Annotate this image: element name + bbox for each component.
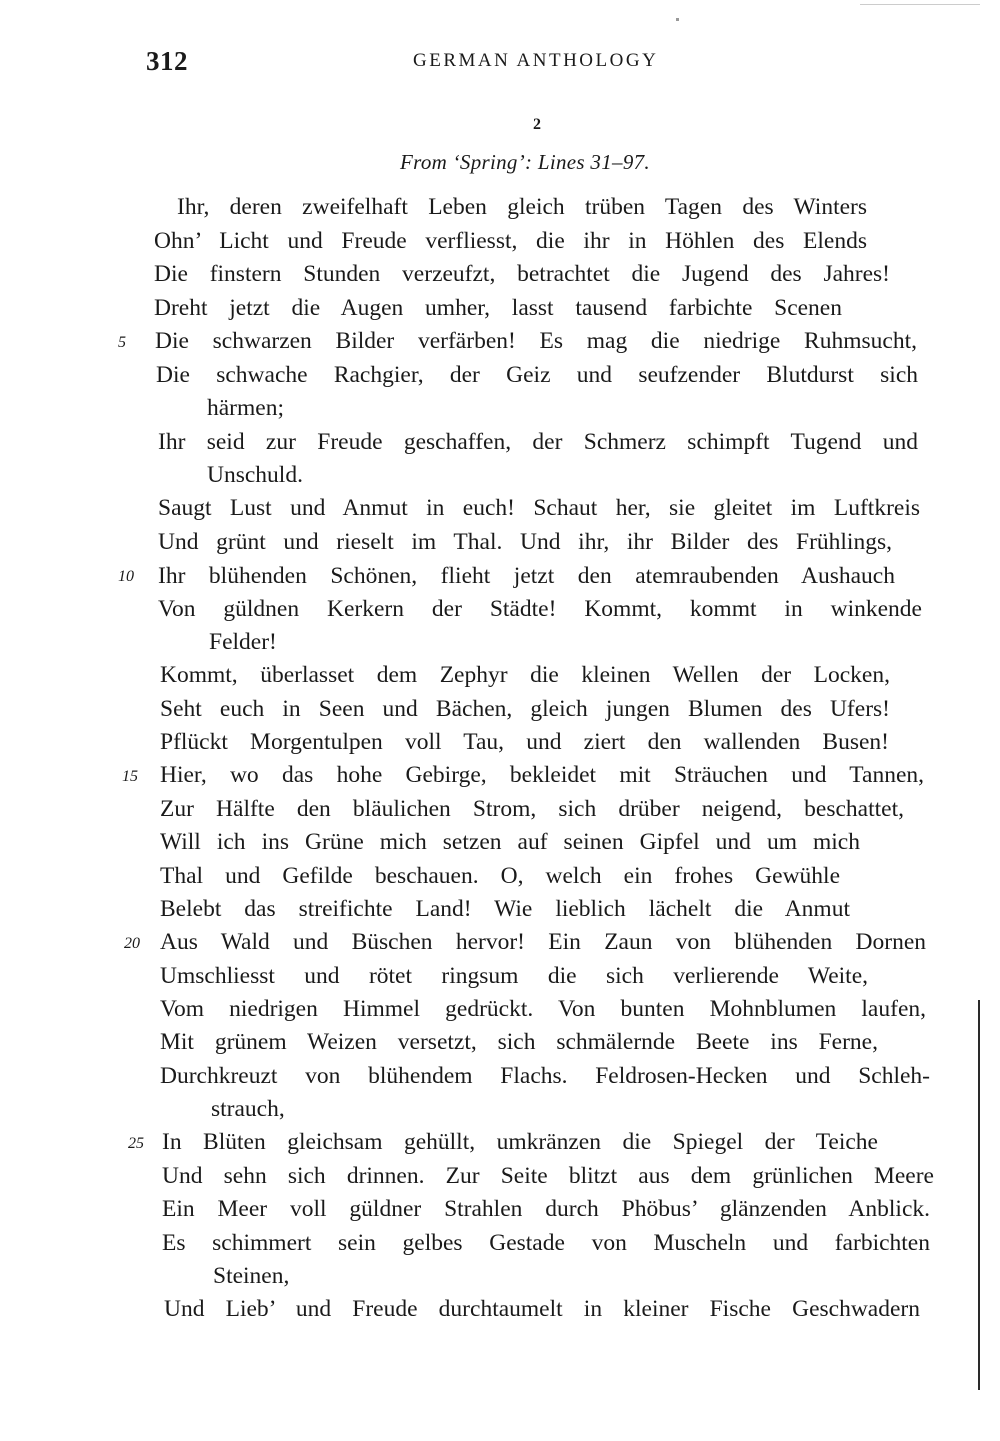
poem-line: Belebt das streifichte Land! Wie lieblich lächelt die Anmut [160,896,850,922]
page-number: 312 [146,46,188,76]
poem-line: Ohn’ Licht und Freude verfliesst, die ihr in Höhlen des Elends [154,228,867,254]
poem-line: Will ich ins Grüne mich setzen auf seinen Gipfel und um mich [160,829,860,855]
line-number: 5 [118,334,126,351]
poem-line-continuation: Steinen, [213,1263,290,1289]
poem-line-continuation: Felder! [209,629,277,655]
section-subtitle: From ‘Spring’: Lines 31–97. [400,150,650,174]
poem-line: Thal und Gefilde beschauen. O, welch ein frohes Gewühle [160,863,840,889]
poem-line: Umschliesst und rötet ringsum die sich verlierende Weite, [160,963,868,989]
poem-line: Von güldnen Kerkern der Städte! Kommt, kommt in winkende [158,596,922,622]
poem-line: Die finstern Stunden verzeufzt, betrachtet die Jugend des Jahres! [154,261,890,287]
poem-line: Und grünt und rieselt im Thal. Und ihr, ihr Bilder des Frühlings, [158,529,892,555]
poem-line: Ihr blühenden Schönen, flieht jetzt den atemraubenden Aushauch [158,563,895,589]
poem-line: Und Lieb’ und Freude durchtaumelt in kleiner Fische Geschwadern [164,1296,920,1322]
poem-line: Die schwache Rachgier, der Geiz und seufzender Blutdurst sich [156,362,918,388]
poem-line-continuation: härmen; [207,395,284,421]
line-number: 20 [124,935,140,952]
line-number: 15 [122,768,138,785]
section-number: 2 [533,116,541,133]
poem-line: Saugt Lust und Anmut in euch! Schaut her, sie gleitet im Luftkreis [158,495,920,521]
poem-line: Kommt, überlasset dem Zephyr die kleinen Wellen der Locken, [160,662,890,688]
poem-line: Ihr seid zur Freude geschaffen, der Schmerz schimpft Tugend und [158,429,918,455]
line-number: 10 [118,568,134,585]
poem-line: Zur Hälfte den bläulichen Strom, sich drüber neigend, beschattet, [160,796,904,822]
poem-line: Vom niedrigen Himmel gedrückt. Von bunten Mohnblumen laufen, [160,996,926,1022]
poem-line-continuation: strauch, [211,1096,285,1122]
poem-line: Ihr, deren zweifelhaft Leben gleich trüben Tagen des Winters [177,194,867,220]
poem-line: Hier, wo das hohe Gebirge, bekleidet mit Sträuchen und Tannen, [160,762,924,788]
line-number: 25 [128,1135,144,1152]
poem-line: Durchkreuzt von blühendem Flachs. Feldrosen-Hecken und Schleh- [160,1063,930,1089]
poem-line: Es schimmert sein gelbes Gestade von Muscheln und farbichten [162,1230,930,1256]
scan-margin-rule [978,1000,980,1390]
poem-line: Dreht jetzt die Augen umher, lasst tausend farbichte Scenen [154,295,842,321]
poem-line: In Blüten gleichsam gehüllt, umkränzen die Spiegel der Teiche [162,1129,878,1155]
running-title: GERMAN ANTHOLOGY [413,50,659,71]
poem-line: Aus Wald und Büschen hervor! Ein Zaun von blühenden Dornen [160,929,926,955]
poem-line: Mit grünem Weizen versetzt, sich schmälernde Beete ins Ferne, [160,1029,878,1055]
poem-line: Ein Meer voll güldner Strahlen durch Phöbus’ glänzenden Anblick. [162,1196,930,1222]
poem-line: Pflückt Morgentulpen voll Tau, und ziert den wallenden Busen! [160,729,889,755]
poem-line: Seht euch in Seen und Bächen, gleich jungen Blumen des Ufers! [160,696,890,722]
poem-line-continuation: Unschuld. [207,462,303,488]
poem-line: Die schwarzen Bilder verfärben! Es mag die niedrige Ruhmsucht, [155,328,917,354]
poem-line: Und sehn sich drinnen. Zur Seite blitzt aus dem grünlichen Meere [162,1163,934,1189]
